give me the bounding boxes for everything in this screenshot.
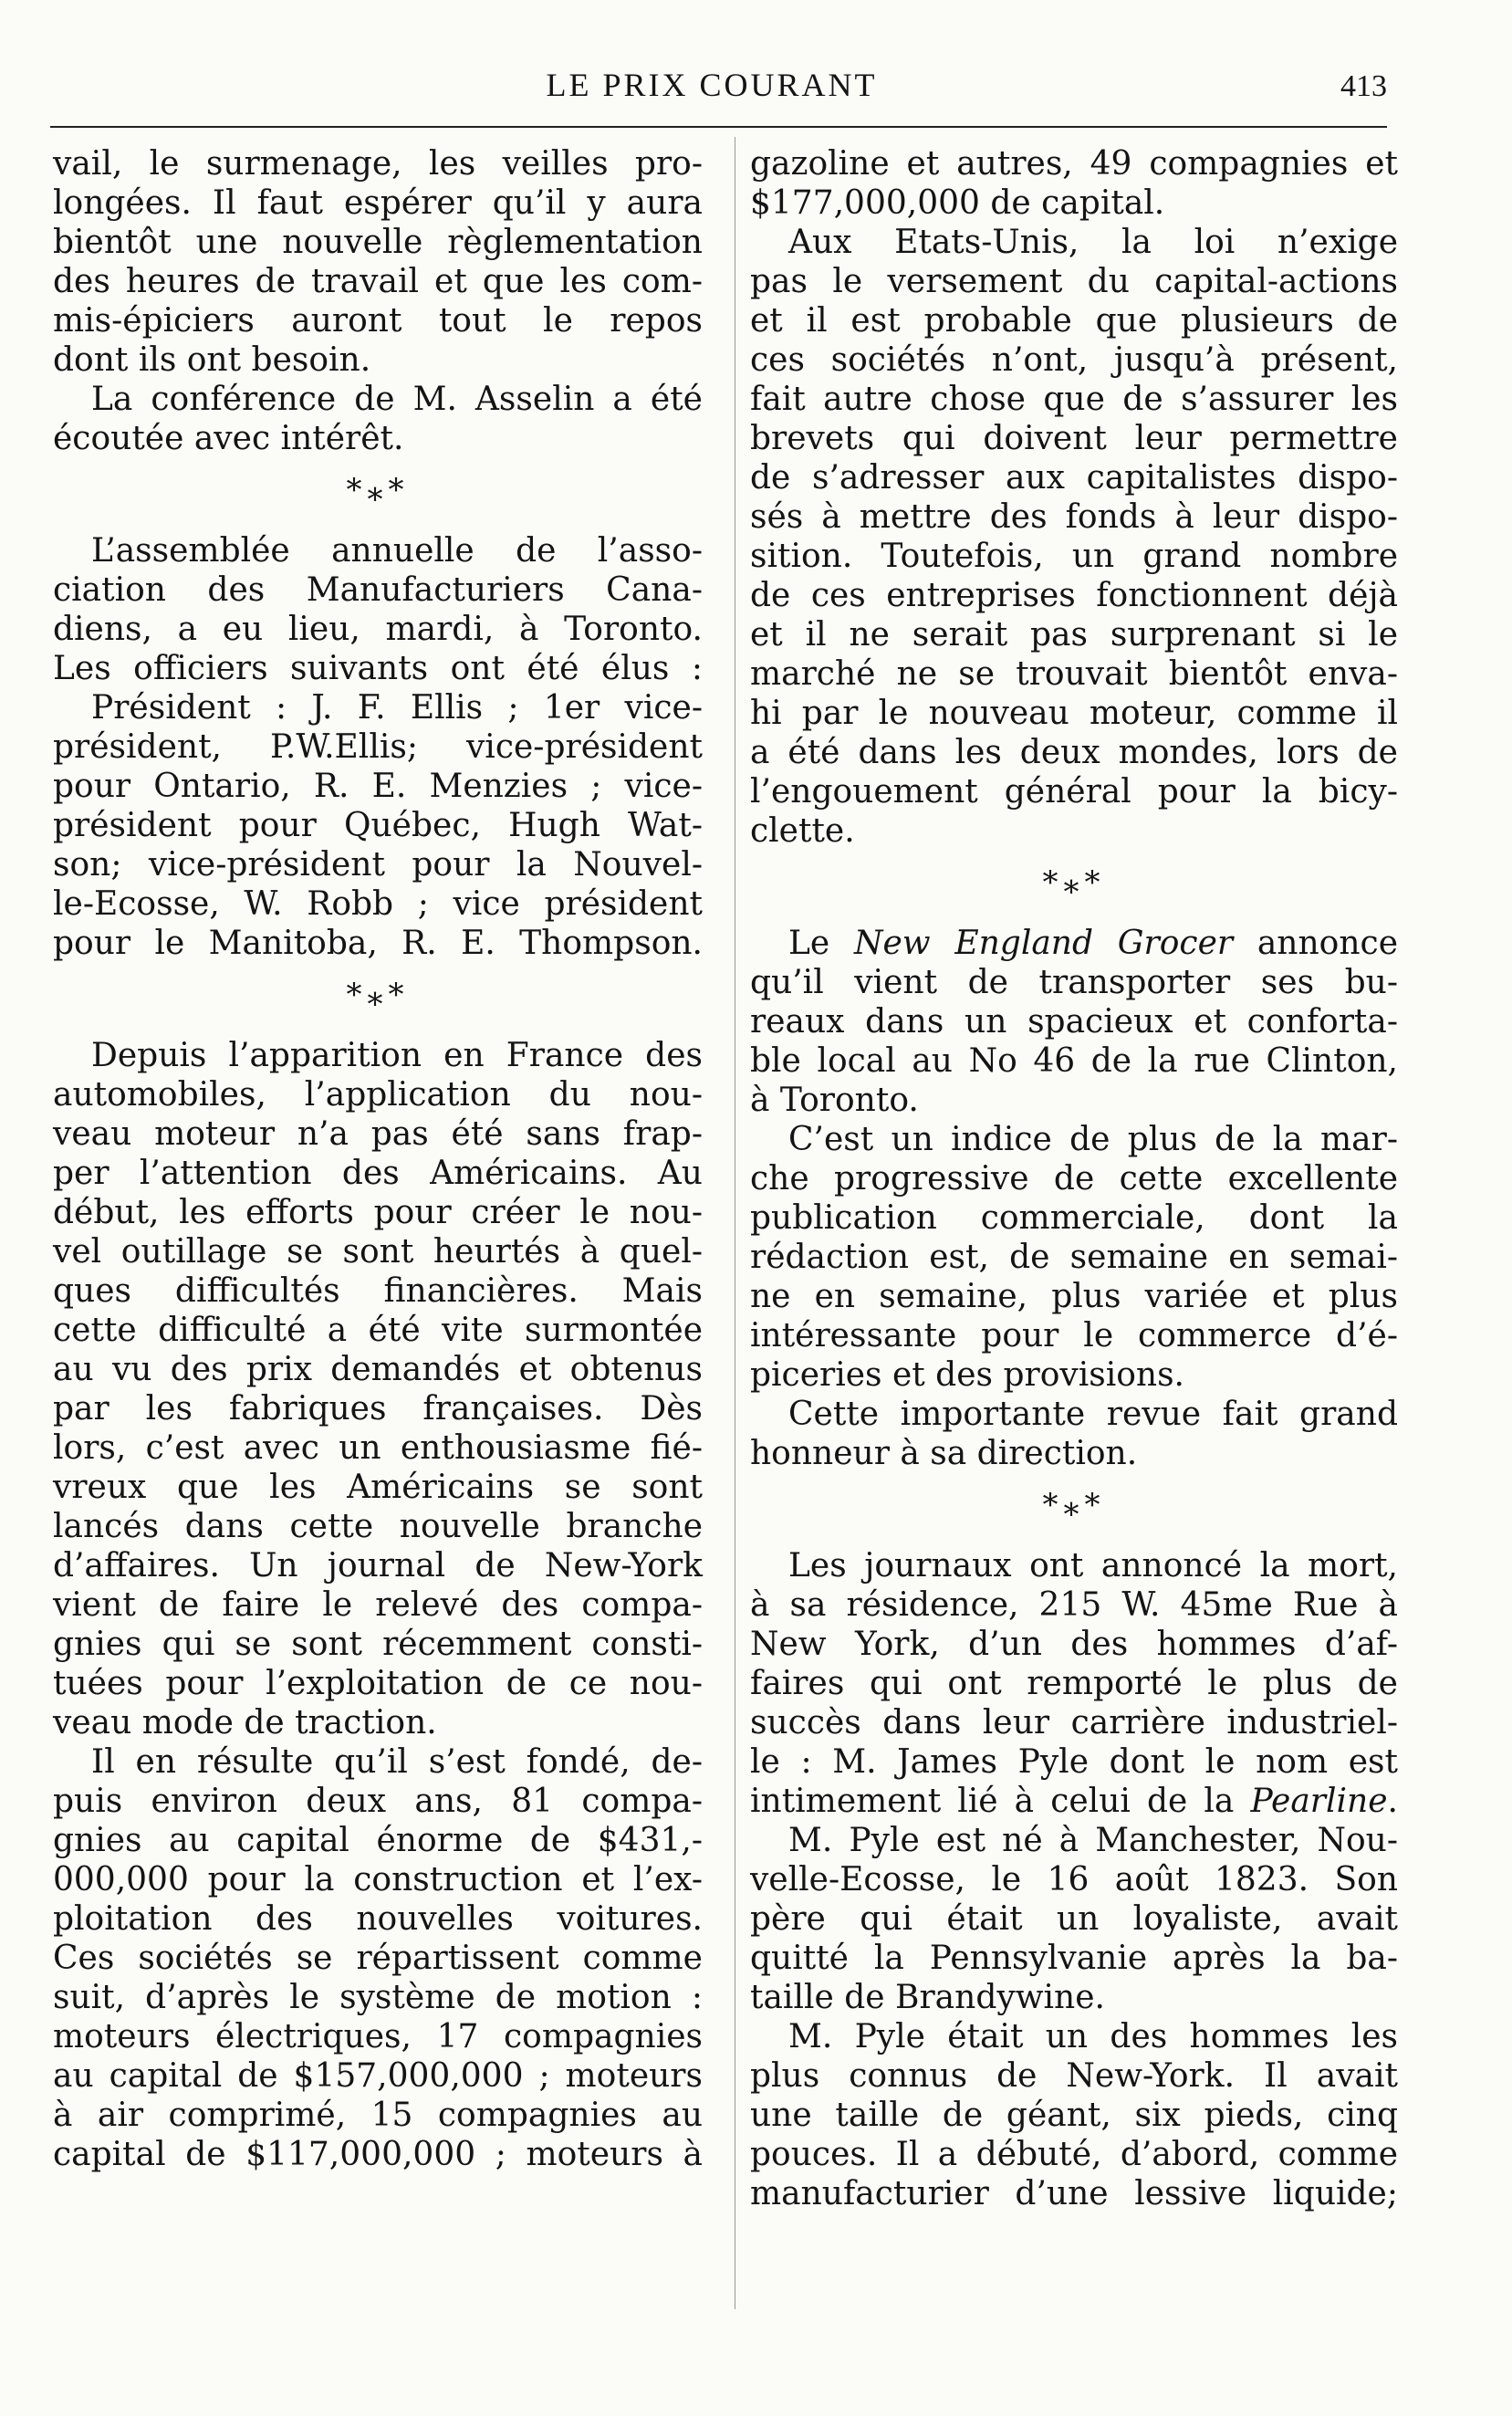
text-line: Il en résulte qu’il s’est fondé, de- xyxy=(91,1743,703,1781)
text-line: gnies qui se sont récemment consti- xyxy=(53,1626,703,1663)
text-line: le : M. James Pyle dont le nom est xyxy=(750,1743,1398,1781)
text-line: vel outillage se sont heurtés à quel- xyxy=(53,1233,703,1271)
section-separator: *⁎* xyxy=(346,472,410,508)
paragraph xyxy=(53,1036,703,1742)
text-line: Ces sociétés se répartissent comme xyxy=(53,1940,703,1977)
text-line: moteurs électriques, 17 compagnies xyxy=(53,2018,703,2055)
text-line: mis-épiciers auront tout le repos xyxy=(53,302,703,340)
text-line: pouces. Il a débuté, d’abord, comme xyxy=(750,2136,1398,2173)
page-number: 413 xyxy=(1340,69,1387,103)
text-line: de ces entreprises fonctionnent déjà xyxy=(750,577,1398,614)
text-line: L’assemblée annuelle de l’asso- xyxy=(91,532,703,570)
text-line: et il est probable que plusieurs de xyxy=(750,302,1398,340)
publication-title: New England Grocer xyxy=(853,925,1234,962)
text-line: président pour Québec, Hugh Wat- xyxy=(53,807,703,844)
text-line: au capital de $157,000,000 ; moteurs xyxy=(53,2057,703,2095)
text-line: bientôt une nouvelle règlementation xyxy=(53,224,703,261)
text-line: automobiles, l’application du nou- xyxy=(53,1076,703,1114)
text-line: pas le versement du capital-actions xyxy=(750,263,1398,300)
text-line: piceries et des provisions. xyxy=(750,1356,1184,1394)
text-line: père qui était un loyaliste, avait xyxy=(750,1900,1398,1938)
paragraph xyxy=(750,924,1398,1120)
text-line: à sa résidence, 215 W. 45me Rue à xyxy=(750,1586,1398,1624)
text-line: le-Ecosse, W. Robb ; vice président xyxy=(53,885,703,923)
text-line: Président : J. F. Ellis ; 1er vice- xyxy=(91,689,703,727)
text-line: suit, d’après le système de motion : xyxy=(53,1979,703,2016)
right-column xyxy=(750,144,1398,2213)
text-line: taille de Brandywine. xyxy=(750,1979,1105,2016)
section-separator: *⁎* xyxy=(1042,1487,1106,1523)
text-line: plus connus de New-York. Il avait xyxy=(750,2057,1398,2095)
text-line: et il ne serait pas surprenant si le xyxy=(750,616,1398,654)
paragraph xyxy=(750,1821,1398,2017)
paragraph xyxy=(750,1395,1398,1473)
text-line xyxy=(750,924,1398,963)
text-line: ciation des Manufacturiers Cana- xyxy=(53,571,703,609)
page-header xyxy=(55,66,1387,113)
text-line: gnies au capital énorme de $431,- xyxy=(53,1822,703,1859)
text-line: au vu des prix demandés et obtenus xyxy=(53,1351,703,1388)
text-line: tuées pour l’exploitation de ce nou- xyxy=(53,1665,703,1702)
text-line: une taille de géant, six pieds, cinq xyxy=(750,2097,1398,2134)
text-line: puis environ deux ans, 81 compa- xyxy=(53,1783,703,1820)
text-line: Aux Etats-Unis, la loi n’exige xyxy=(788,224,1398,261)
text-run: Le xyxy=(788,925,854,962)
paragraph xyxy=(53,1742,703,2174)
text-line: début, les efforts pour créer le nou- xyxy=(53,1194,703,1231)
text-run: intimement lié à celui de la xyxy=(750,1783,1251,1820)
text-line: M. Pyle était un des hommes les xyxy=(788,2018,1398,2055)
text-line: a été dans les deux mondes, lors de xyxy=(750,734,1398,771)
text-run: annonce xyxy=(1233,925,1398,962)
text-line: veau mode de traction. xyxy=(53,1704,437,1741)
text-line: velle-Ecosse, le 16 août 1823. Son xyxy=(750,1861,1398,1898)
text-line: manufacturier d’une lessive liquide; xyxy=(750,2175,1398,2212)
text-line: honneur à sa direction. xyxy=(750,1435,1138,1472)
left-column xyxy=(53,144,703,2174)
paragraph xyxy=(53,531,703,688)
text-line: qu’il vient de transporter ses bu- xyxy=(750,964,1398,1001)
text-line: de s’adresser aux capitalistes dispo- xyxy=(750,459,1398,497)
text-line: son; vice-président pour la Nouvel- xyxy=(53,846,703,884)
text-line: succès dans leur carrière industriel- xyxy=(750,1704,1398,1741)
text-line: per l’attention des Américains. Au xyxy=(53,1155,703,1192)
text-line: l’engouement général pour la bicy- xyxy=(750,773,1398,811)
section-separator: *⁎* xyxy=(1042,864,1106,901)
text-line: par les fabriques françaises. Dès xyxy=(53,1390,703,1428)
text-line: intéressante pour le commerce d’é- xyxy=(750,1317,1398,1354)
running-title: LE PRIX COURANT xyxy=(546,67,878,103)
text-line: ble local au No 46 de la rue Clinton, xyxy=(750,1042,1398,1080)
text-line: reaux dans un spacieux et conforta- xyxy=(750,1003,1398,1041)
text-line: diens, a eu lieu, mardi, à Toronto. xyxy=(53,611,703,648)
text-line: fait autre chose que de s’assurer les xyxy=(750,381,1398,418)
text-line: clette. xyxy=(750,812,855,850)
text-line: New York, d’un des hommes d’af- xyxy=(750,1626,1398,1663)
text-line: lors, c’est avec un enthousiasme fié- xyxy=(53,1429,703,1467)
text-line: Cette importante revue fait grand xyxy=(788,1396,1398,1433)
text-line: capital de $117,000,000 ; moteurs à xyxy=(53,2136,703,2173)
text-line: ne en semaine, plus variée et plus xyxy=(750,1278,1398,1315)
paragraph xyxy=(750,144,1398,223)
text-line: lancés dans cette nouvelle branche xyxy=(53,1508,703,1545)
text-line: sition. Toutefois, un grand nombre xyxy=(750,538,1398,575)
text-line: des heures de travail et que les com- xyxy=(53,263,703,300)
text-line: marché ne se trouvait bientôt enva- xyxy=(750,655,1398,693)
text-line: pour le Manitoba, R. E. Thompson. xyxy=(53,925,703,962)
text-line: à air comprimé, 15 compagnies au xyxy=(53,2097,703,2134)
paragraph xyxy=(750,1120,1398,1395)
text-line: La conférence de M. Asselin a été xyxy=(91,381,703,418)
text-line: faires qui ont remporté le plus de xyxy=(750,1665,1398,1702)
brand-name: Pearline xyxy=(1250,1783,1388,1820)
text-line: publication commerciale, dont la xyxy=(750,1199,1398,1237)
text-line: cette difficulté a été vite surmontée xyxy=(53,1312,703,1349)
text-line: C’est un indice de plus de la mar- xyxy=(788,1121,1398,1158)
text-line: gazoline et autres, 49 compagnies et xyxy=(750,145,1398,183)
paragraph xyxy=(53,380,703,458)
text-line: ploitation des nouvelles voitures. xyxy=(53,1900,703,1938)
text-line: sés à mettre des fonds à leur dispo- xyxy=(750,498,1398,536)
paragraph xyxy=(750,1546,1398,1821)
text-line: M. Pyle est né à Manchester, Nou- xyxy=(788,1822,1398,1859)
text-line: président, P.W.Ellis; vice-président xyxy=(53,728,703,766)
text-line: quitté la Pennsylvanie après la ba- xyxy=(750,1940,1398,1977)
text-line: vient de faire le relevé des compa- xyxy=(53,1586,703,1624)
text-line: 000,000 pour la construction et l’ex- xyxy=(53,1861,703,1898)
text-line: dont ils ont besoin. xyxy=(53,341,371,379)
header-rule xyxy=(50,126,1387,128)
text-line: à Toronto. xyxy=(750,1082,919,1119)
text-line: Les officiers suivants ont été élus : xyxy=(53,650,703,687)
paragraph xyxy=(750,2017,1398,2213)
text-line: brevets qui doivent leur permettre xyxy=(750,420,1398,457)
text-line: écoutée avec intérêt. xyxy=(53,420,404,457)
text-line: $177,000,000 de capital. xyxy=(750,184,1165,222)
text-run: . xyxy=(1387,1783,1398,1820)
section-separator: *⁎* xyxy=(346,977,410,1013)
text-line: ces sociétés n’ont, jusqu’à présent, xyxy=(750,341,1398,379)
text-line: pour Ontario, R. E. Menzies ; vice- xyxy=(53,768,703,805)
text-line: Depuis l’apparition en France des xyxy=(91,1037,703,1074)
paragraph xyxy=(750,223,1398,851)
paragraph xyxy=(53,144,703,380)
text-line: ques difficultés financières. Mais xyxy=(53,1272,703,1310)
text-line: vail, le surmenage, les veilles pro- xyxy=(53,145,703,183)
text-line: vreux que les Américains se sont xyxy=(53,1469,703,1506)
paragraph xyxy=(53,688,703,963)
text-line: veau moteur n’a pas été sans frap- xyxy=(53,1115,703,1153)
text-line xyxy=(750,1782,1398,1821)
text-line: rédaction est, de semaine en semai- xyxy=(750,1239,1398,1276)
text-line: d’affaires. Un journal de New-York xyxy=(53,1547,703,1585)
text-line: hi par le nouveau moteur, comme il xyxy=(750,695,1398,732)
text-line: longées. Il faut espérer qu’il y aura xyxy=(53,184,703,222)
text-line: che progressive de cette excellente xyxy=(750,1160,1398,1198)
text-line: Les journaux ont annoncé la mort, xyxy=(788,1547,1398,1585)
